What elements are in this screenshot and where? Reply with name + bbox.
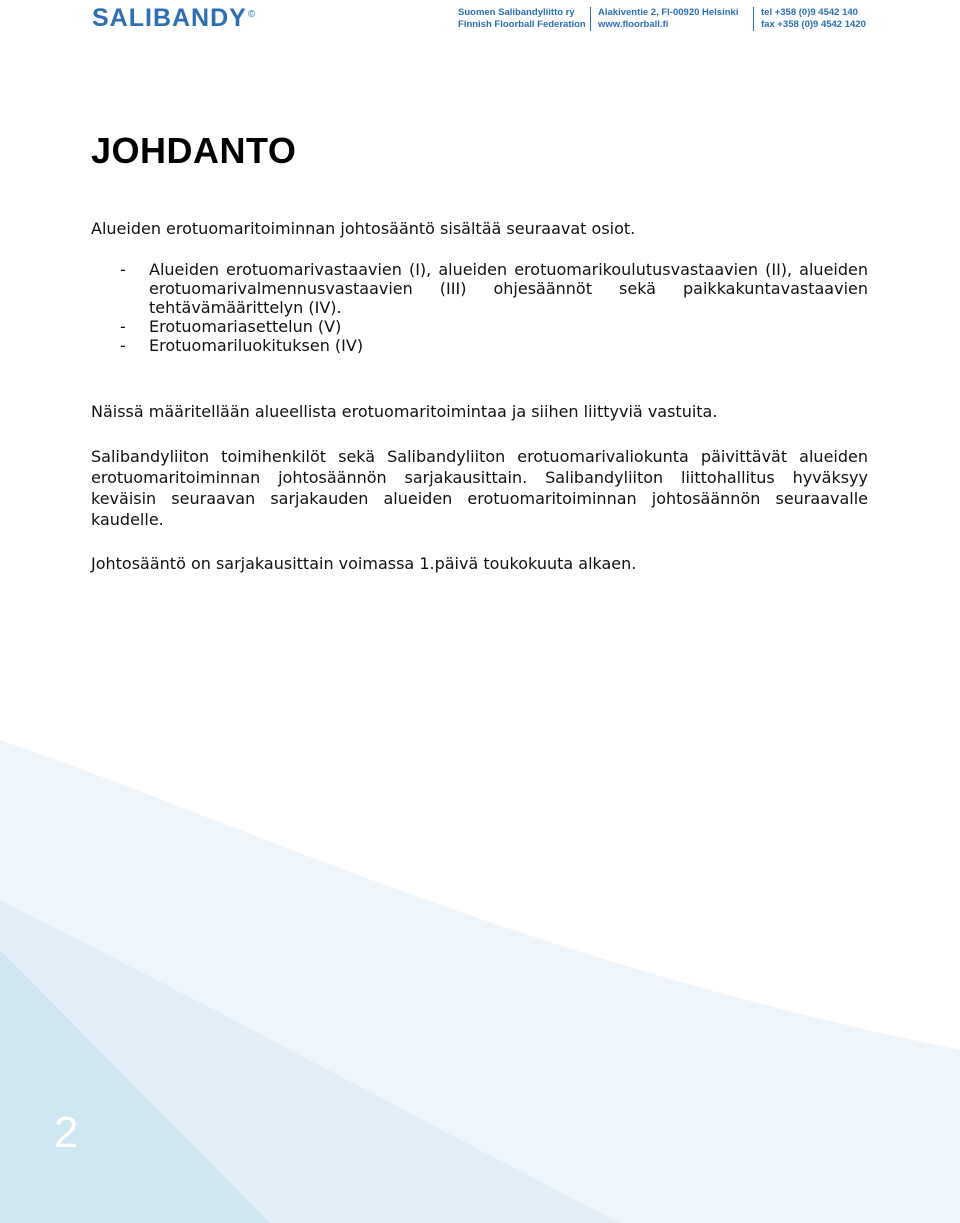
list-item (91, 317, 868, 336)
address: Alakiventie 2, FI-00920 Helsinki (598, 7, 739, 18)
page-number: 2 (54, 1108, 79, 1157)
header-divider (590, 7, 591, 31)
list-dash: - (120, 317, 126, 336)
page-title: JOHDANTO (91, 130, 297, 171)
logo-text: SALIBANDY (92, 4, 247, 32)
list-item-text: Erotuomariasettelun (V) (149, 317, 342, 336)
list-dash: - (120, 336, 126, 355)
paragraph: Salibandyliiton toimihenkilöt sekä Salibandyliiton erotuomarivaliokunta päivittävät alueiden erotuomaritoiminnan johtosäännön sarjakausittain. Salibandyliiton liittohallitus hyväksyy keväisin seuraavan sarjakauden alueiden erotuomaritoiminnan johtosäännön seuraavalle kaudelle. (91, 447, 868, 529)
paragraph: Johtosääntö on sarjakausittain voimassa 1.päivä toukokuuta alkaen. (91, 554, 637, 573)
phone: tel +358 (0)9 4542 140 (761, 7, 858, 18)
list-item-text: Alueiden erotuomarivastaavien (I), alueiden erotuomarikoulutusvastaavien (II), alueiden erotuomarivalmennusvastaavien (III) ohjesäännöt sekä paikkakuntavastaavien tehtävämäärittelyn (IV). (149, 260, 868, 317)
letterhead (0, 0, 960, 40)
logo-mark: © (247, 8, 257, 20)
list-item-text: Erotuomariluokituksen (IV) (149, 336, 364, 355)
org-name-en: Finnish Floorball Federation (458, 19, 586, 30)
org-name-fi: Suomen Salibandyliitto ry (458, 7, 575, 18)
intro-text: Alueiden erotuomaritoiminnan johtosääntö sisältää seuraavat osiot. (91, 219, 636, 238)
address-block (598, 7, 738, 31)
list-item (91, 336, 868, 355)
paragraph: Näissä määritellään alueellista erotuomaritoimintaa ja siihen liittyviä vastuita. (91, 402, 718, 421)
org-name-block (458, 7, 586, 31)
section-list (91, 260, 868, 355)
website-link[interactable]: www.floorball.fi (598, 19, 669, 30)
salibandy-logo (92, 4, 256, 33)
header-divider (753, 7, 754, 31)
list-item (91, 260, 868, 317)
list-dash: - (120, 260, 126, 279)
fax: fax +358 (0)9 4542 1420 (761, 19, 866, 30)
contact-block (761, 7, 866, 31)
